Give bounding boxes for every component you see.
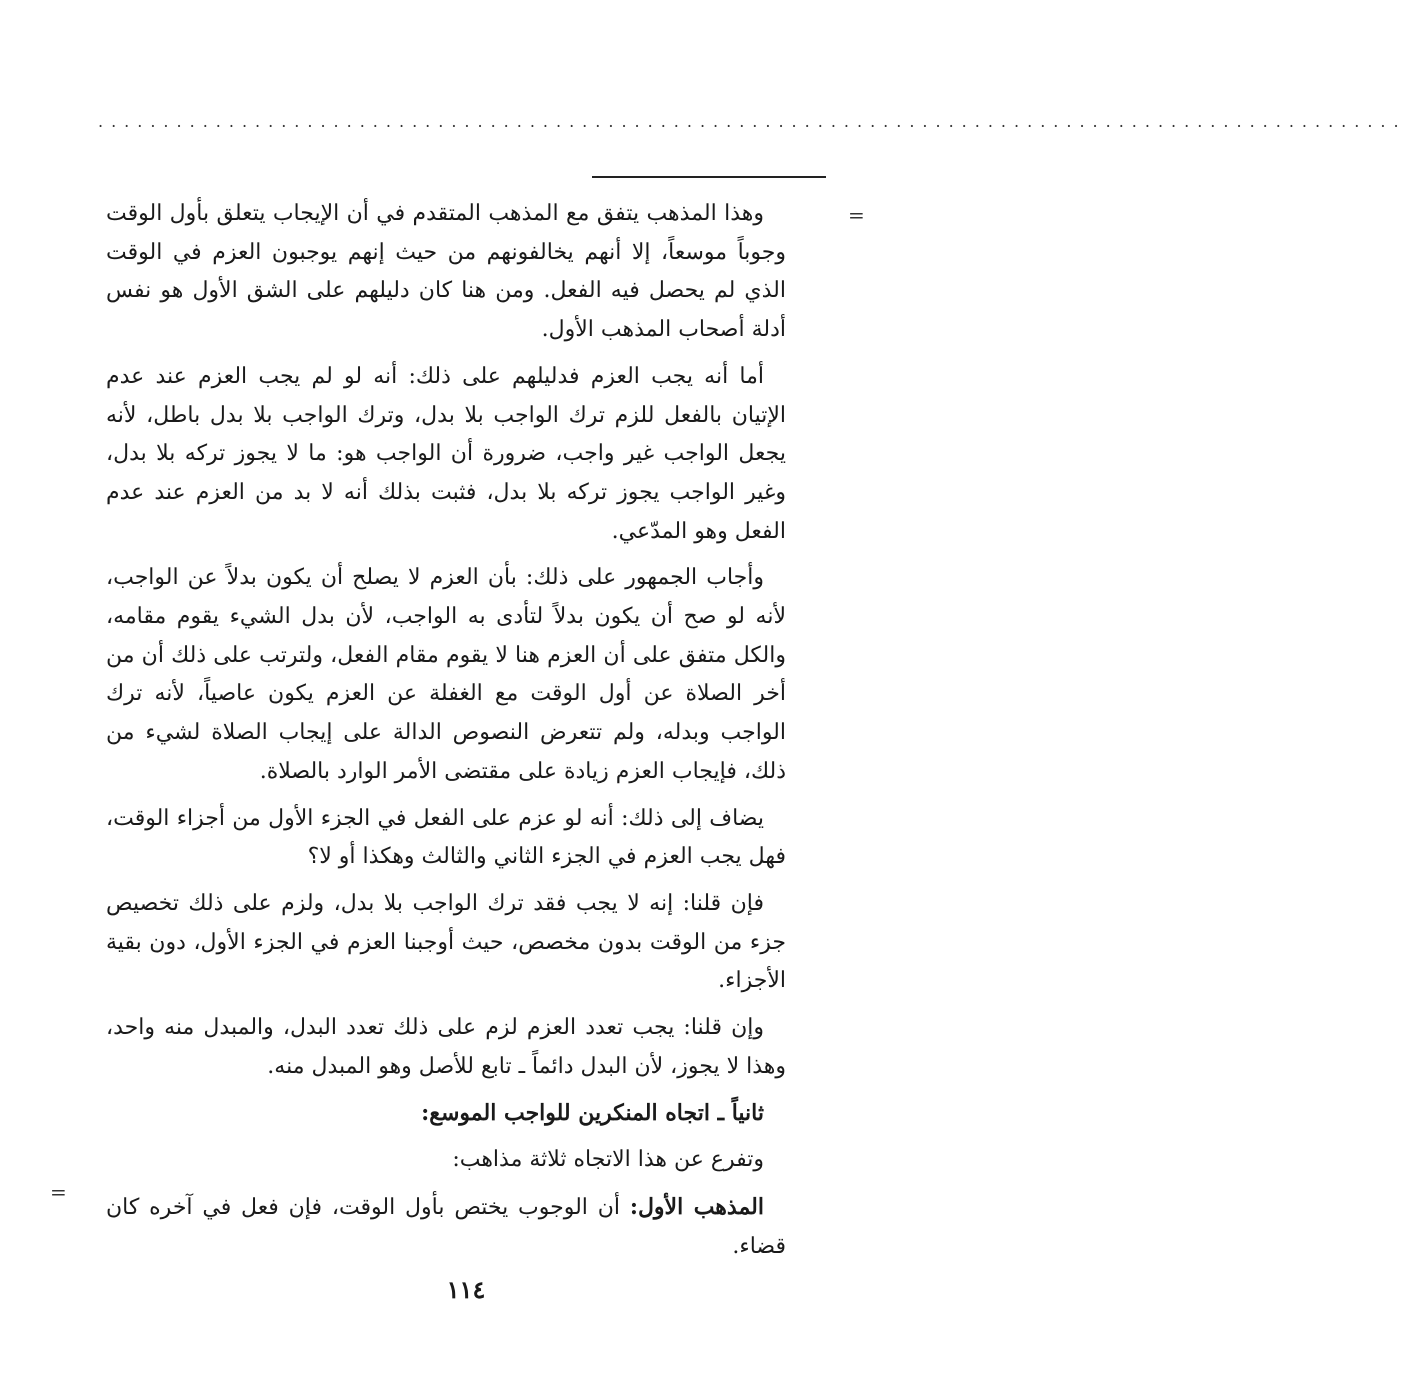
first-school-text: أن الوجوب يختص بأول الوقت، فإن فعل في آخره كان قضاء. xyxy=(106,1194,786,1259)
first-school-label: المذهب الأول: xyxy=(629,1193,764,1220)
section-intro: وتفرع عن هذا الاتجاه ثلاثة مذاهب: xyxy=(452,1147,764,1173)
page-number: ١١٤ xyxy=(446,1275,486,1304)
margin-continuation-mark: = xyxy=(50,1180,67,1204)
section-heading: ثانياً ـ اتجاه المنكرين للواجب الموسع: xyxy=(421,1100,764,1127)
paragraph: وأجاب الجمهور على ذلك: بأن العزم لا يصلح أن يكون بدلاً عن الواجب، لأنه لو صح أن يكون بدلاً لتأدى به الواجب، لأن بدل الشيء يقوم مقامه، والكل متفق على أن العزم هنا لا يقوم مقام الفعل، ولترتب على ذلك أن من أخر الصلاة عن أول الوقت مع الغفلة عن العزم يكون عاصياً، لأنه ترك الواجب وبدله، ولم تتعرض النصوص الدالة على إيجاب الصلاة لشيء من ذلك، فإيجاب العزم زيادة على مقتضى الأمر الوارد بالصلاة. xyxy=(106,565,786,784)
dotted-separator: .................................................................................................... xyxy=(98,112,1407,131)
page-body xyxy=(106,195,786,1274)
footnote-rule xyxy=(592,176,826,178)
paragraph: وهذا المذهب يتفق مع المذهب المتقدم في أن الإيجاب يتعلق بأول الوقت وجوباً موسعاً، إلا أنهم يخالفونهم من حيث إنهم يوجبون العزم في الوقت الذي لم يحصل فيه الفعل. ومن هنا كان دليلهم على الشق الأول هو نفس أدلة أصحاب المذهب الأول. xyxy=(106,201,786,343)
margin-continuation-mark: = xyxy=(848,203,865,227)
first-school-paragraph xyxy=(106,1188,786,1266)
paragraph: فإن قلنا: إنه لا يجب فقد ترك الواجب بلا بدل، ولزم على ذلك تخصيص جزء من الوقت بدون مخصص، حيث أوجبنا العزم في الجزء الأول، دون بقية الأجزاء. xyxy=(106,890,786,994)
paragraph: أما أنه يجب العزم فدليلهم على ذلك: أنه لو لم يجب العزم عند عدم الإتيان بالفعل للزم ترك الواجب بلا بدل، وترك الواجب بلا بدل باطل، لأنه يجعل الواجب غير واجب، ضرورة أن الواجب هو: ما لا يجوز تركه بلا بدل، وغير الواجب يجوز تركه بلا بدل، فثبت بذلك أنه لا بد من العزم عند عدم الفعل وهو المدّعي. xyxy=(106,363,786,544)
paragraph: وإن قلنا: يجب تعدد العزم لزم على ذلك تعدد البدل، والمبدل منه واحد، وهذا لا يجوز، لأن البدل دائماً ـ تابع للأصل وهو المبدل منه. xyxy=(106,1015,786,1079)
paragraph: يضاف إلى ذلك: أنه لو عزم على الفعل في الجزء الأول من أجزاء الوقت، فهل يجب العزم في الجزء الثاني والثالث وهكذا أو لا؟ xyxy=(106,805,786,870)
